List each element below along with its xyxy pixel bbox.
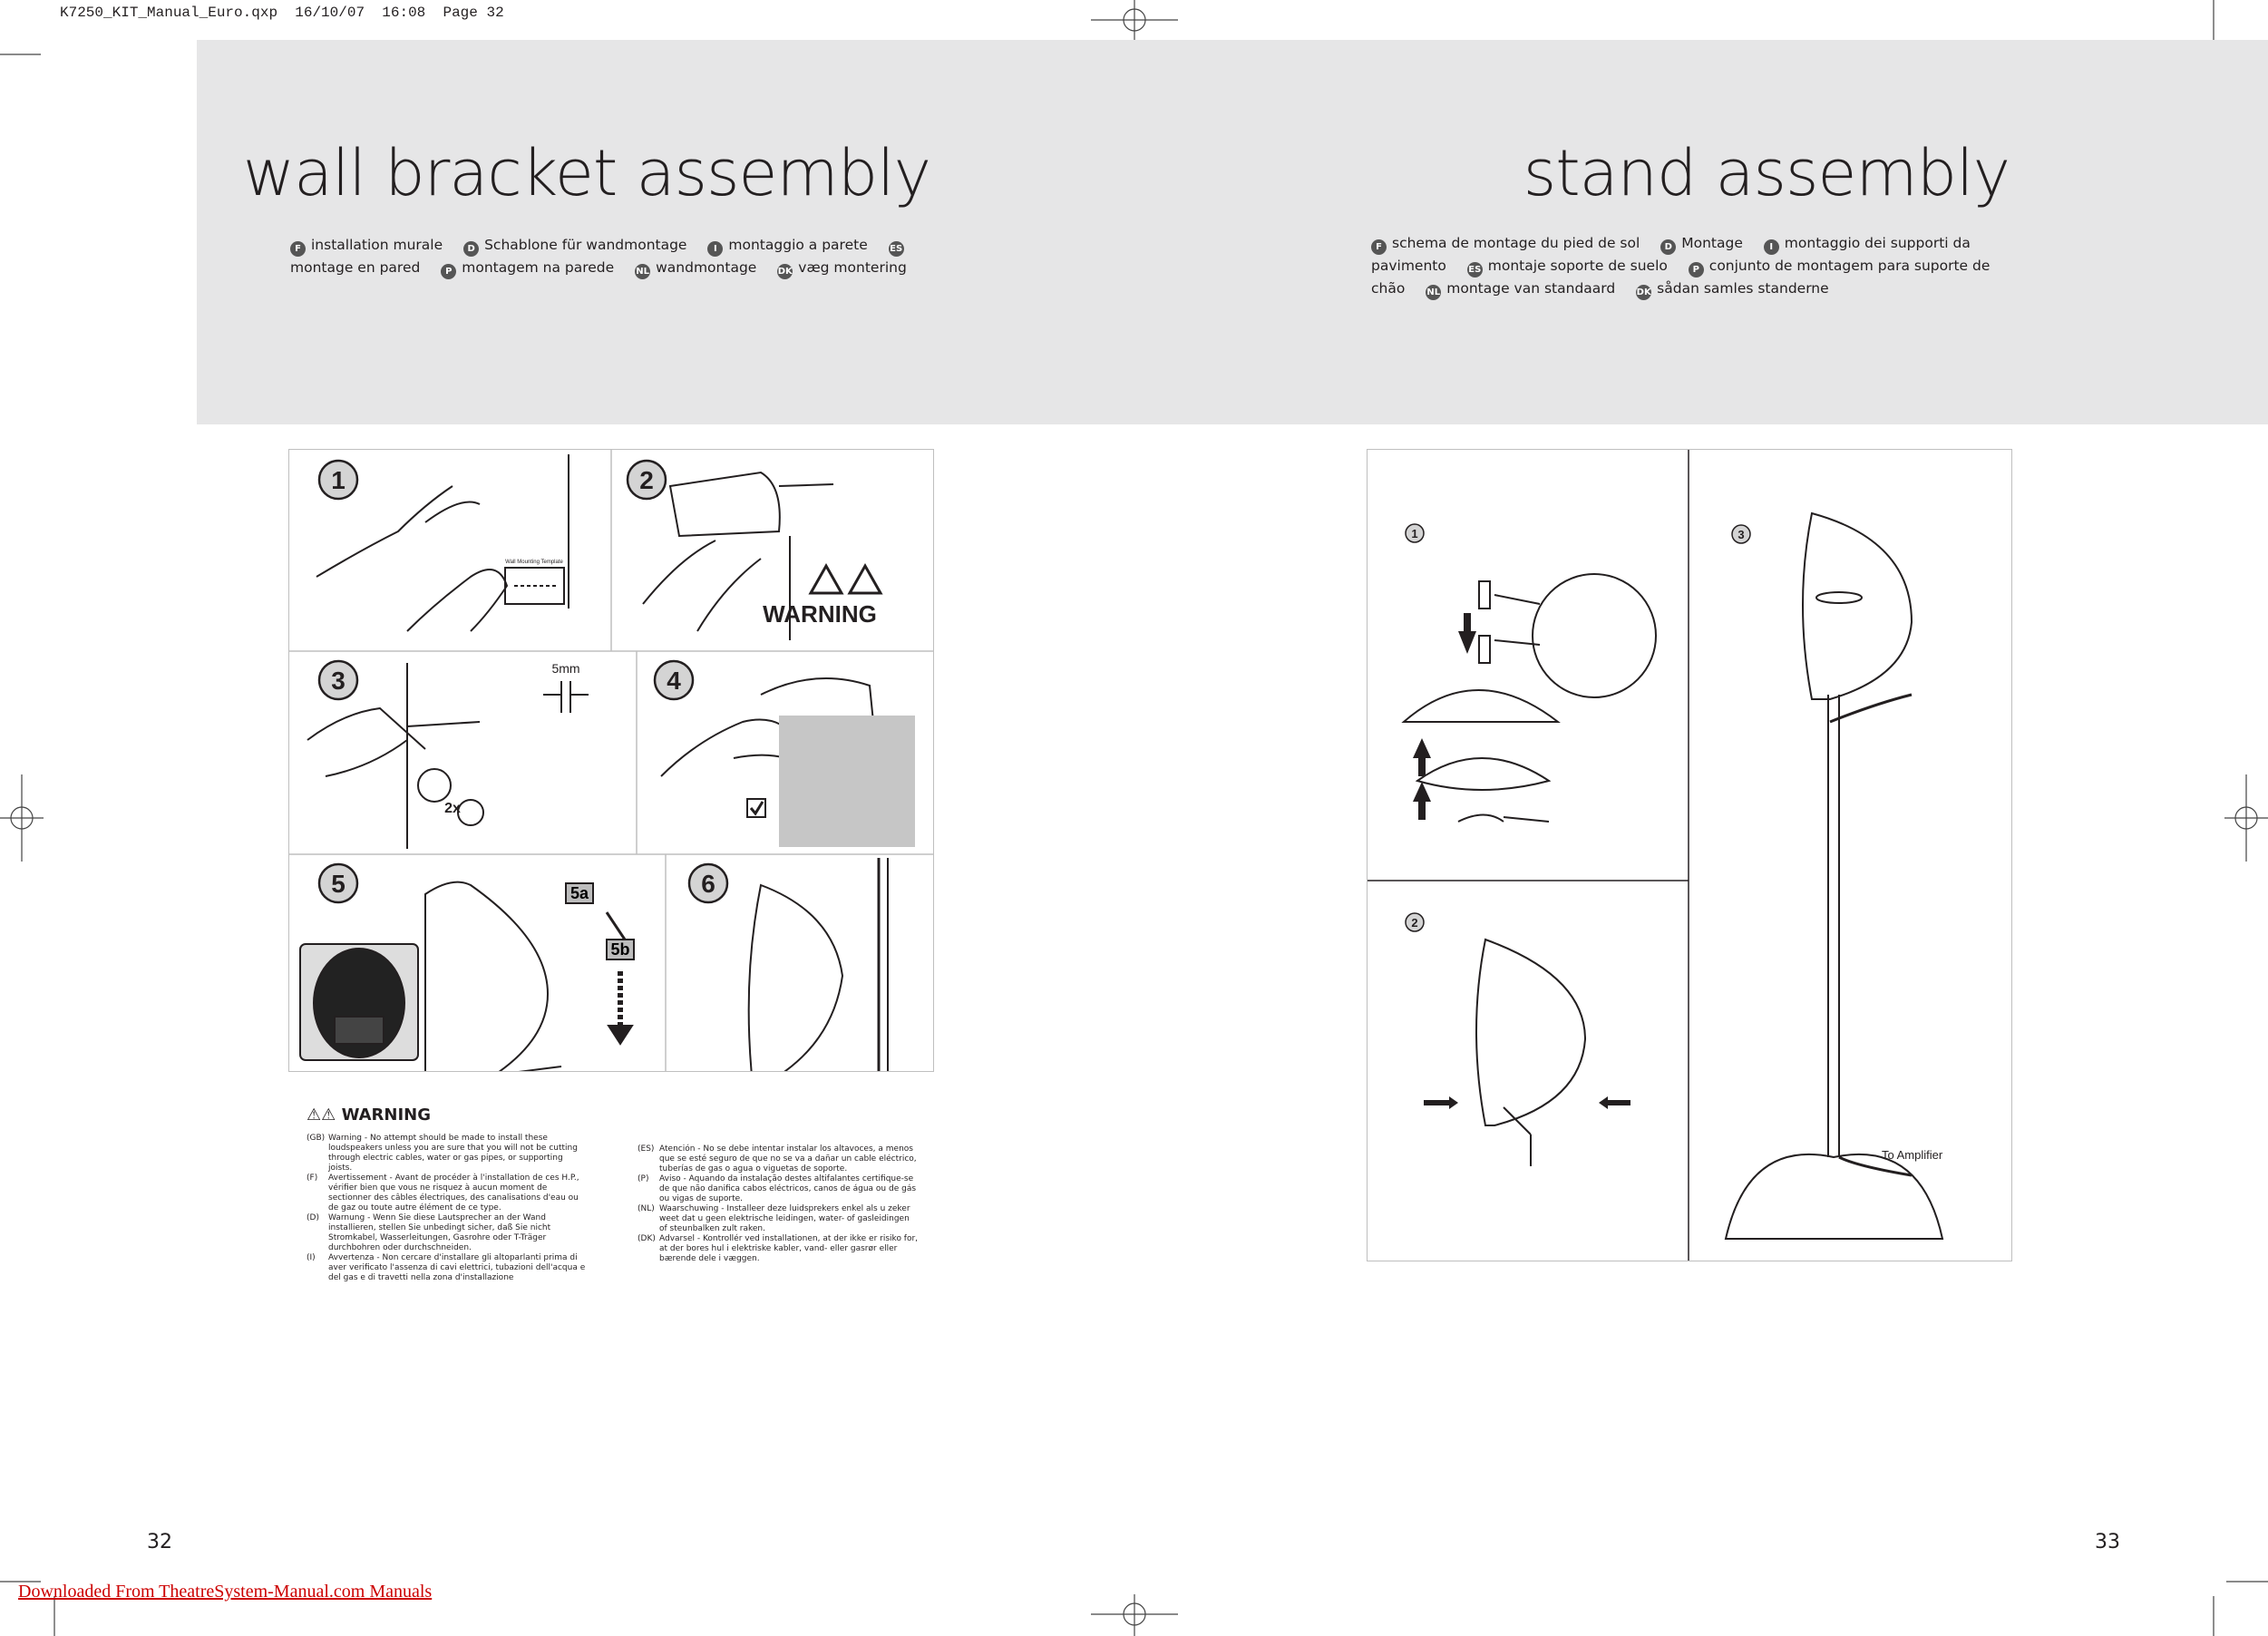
flag-badge-icon: F	[290, 241, 306, 257]
stand-step-3-number: 3	[1738, 528, 1745, 541]
flag-badge-icon: ES	[889, 241, 904, 257]
flag-badge-icon: D	[1660, 239, 1676, 255]
right-subtitle-i: I montaggio dei supporti da pavimento	[1371, 235, 1971, 274]
left-subtitle-d: D Schablone für wandmontage	[463, 237, 686, 253]
speaker-side-illustration	[425, 882, 548, 1071]
step-5b-label: 5b	[610, 940, 630, 959]
flag-badge-icon: I	[1764, 239, 1779, 255]
screw-count-label: 2x	[444, 801, 461, 816]
left-subtitle-es: ESmontage en pared	[290, 237, 910, 276]
screw-icon	[458, 800, 483, 825]
wall-cross-section	[779, 716, 915, 847]
stand-base-dome	[1726, 1154, 1942, 1239]
right-page-subtitles	[1371, 232, 2015, 300]
warning-text-left: (GB) Warning - No attempt should be made to install these loudspeakers unless you are sure that you will not be cutting through electric cables, water or gas pipes, or supporting joists. (F) Avertissement - Avant de procéder à l'installation de ces H.P., vérifier bien que vous ne risquez à aucun moment de sectionner des câbles électriques, des canalisations d'eau ou de gaz ou toute autre élément de ce type. (D) Warnung - Wenn Sie diese Lautsprecher an der Wand installieren, stellen Sie unbedingt sicher, daß Sie nicht Stromkabel, Wasserleitungen, Gasrohre oder T-Träger durchbohren oder durchschneiden. (I) Avvertenza - Non cercare d'installare gli altoparlanti prima di aver verificato l'assenza di cavi elettrici, tubazioni dell'acqua e del gas e di travetti nella zona d'installazione	[307, 1134, 586, 1282]
step-1-number: 1	[331, 466, 346, 494]
right-subtitle-es: ES montaje soporte de suelo	[1467, 258, 1668, 274]
right-subtitle-p: P conjunto de montagem para suporte de chão	[1371, 258, 1991, 297]
drill-illustration	[670, 472, 780, 536]
stand-step-1-number: 1	[1411, 527, 1418, 540]
step-4-number: 4	[667, 667, 681, 695]
template-label: Wall Mounting Template	[505, 560, 563, 565]
wall-bracket-illustrations	[288, 449, 934, 1072]
flag-badge-icon: F	[1371, 239, 1387, 255]
step-5a-label: 5a	[569, 884, 589, 902]
arrow-down-icon	[1458, 631, 1476, 654]
screw-icon	[418, 769, 451, 802]
right-page-title: stand assembly	[1523, 136, 2010, 210]
flag-badge-icon: P	[441, 264, 456, 279]
flag-badge-icon: DK	[777, 264, 793, 279]
download-source-link[interactable]: Downloaded From TheatreSystem-Manual.com Manuals	[18, 1582, 433, 1602]
left-subtitle-nl: NL wandmontage	[635, 259, 756, 276]
left-subtitle-dk: DK væg montering	[777, 259, 907, 276]
right-subtitle-dk: DK sådan samles standerne	[1636, 280, 1829, 297]
left-page-number: 32	[147, 1531, 172, 1553]
flag-badge-icon: DK	[1636, 285, 1651, 300]
warning-text-right: (ES) Atención - No se debe intentar instalar los altavoces, a menos que se esté seguro de que no se va a dañar un cable eléctrico, tuberías de gas o agua o viguetas de soporte. (P) Aviso - Aquando da instalação destes altifalantes certifique-se de que não danifica cabos eléctricos, canos de água ou de gás ou vigas de suporte. (NL) Waarschuwing - Installeer deze luidsprekers enkel als u zeker weet dat u geen elektrische leidingen, water- of gasleidingen of steunbalken zult raken. (DK) Advarsel - Kontrollér ved installationen, at der ikke er risiko for, at der bores hul i elektriske kabler, vand- eller gasrør eller bærende dele i væggen.	[638, 1144, 919, 1263]
speaker-mounted-illustration	[749, 885, 842, 1071]
left-page-title: wall bracket assembly	[242, 136, 930, 210]
warning-label: WARNING	[763, 600, 877, 628]
warning-triangle-icon	[811, 566, 881, 593]
left-subtitle-i: I montaggio a parete	[707, 237, 867, 253]
right-subtitle-nl: NL montage van standaard	[1426, 280, 1615, 297]
right-page-number: 33	[2095, 1531, 2120, 1553]
stand-steps-svg	[1368, 450, 2011, 1261]
file-slug: K7250_KIT_Manual_Euro.qxp 16/10/07 16:08 Page 32	[60, 5, 504, 21]
left-subtitle-p: P montagem na parede	[441, 259, 614, 276]
arrow-left-icon	[1599, 1096, 1608, 1109]
stand-illustrations	[1367, 449, 2012, 1261]
flag-badge-icon: NL	[1426, 285, 1441, 300]
stand-step-2-number: 2	[1411, 916, 1418, 930]
speaker-side-illustration	[1476, 940, 1585, 1125]
flag-badge-icon: NL	[635, 264, 650, 279]
arrow-right-icon	[1449, 1096, 1458, 1109]
flag-badge-icon: ES	[1467, 262, 1483, 278]
step-2-number: 2	[639, 466, 654, 494]
to-amplifier-label: To Amplifier	[1882, 1148, 1943, 1162]
step-5-number: 5	[331, 870, 346, 898]
warning-triangle-icon: ⚠⚠	[307, 1105, 336, 1125]
right-subtitle-d: D Montage	[1660, 235, 1743, 251]
warning-heading: ⚠⚠ WARNING	[307, 1105, 431, 1125]
step-3-number: 3	[331, 667, 346, 695]
right-subtitle-f: F schema de montage du pied de sol	[1371, 235, 1640, 251]
stand-spike-icon	[1479, 581, 1490, 609]
arrow-up-icon	[1413, 782, 1431, 802]
speaker-on-stand-illustration	[1803, 513, 1912, 699]
stand-base-plate	[1404, 690, 1558, 722]
flag-badge-icon: D	[463, 241, 479, 257]
left-page-subtitles	[290, 234, 943, 279]
stand-base-lower	[1417, 758, 1549, 790]
drill-size-label: 5mm	[551, 661, 580, 676]
left-subtitle-f: F installation murale	[290, 237, 443, 253]
wall-bracket-steps-svg	[289, 450, 933, 1071]
arrow-up-icon	[1413, 738, 1431, 758]
step-6-number: 6	[701, 870, 715, 898]
flag-badge-icon: P	[1689, 262, 1704, 278]
flag-badge-icon: I	[707, 241, 723, 257]
hand-illustration	[316, 486, 507, 631]
detail-magnifier	[1533, 574, 1656, 697]
